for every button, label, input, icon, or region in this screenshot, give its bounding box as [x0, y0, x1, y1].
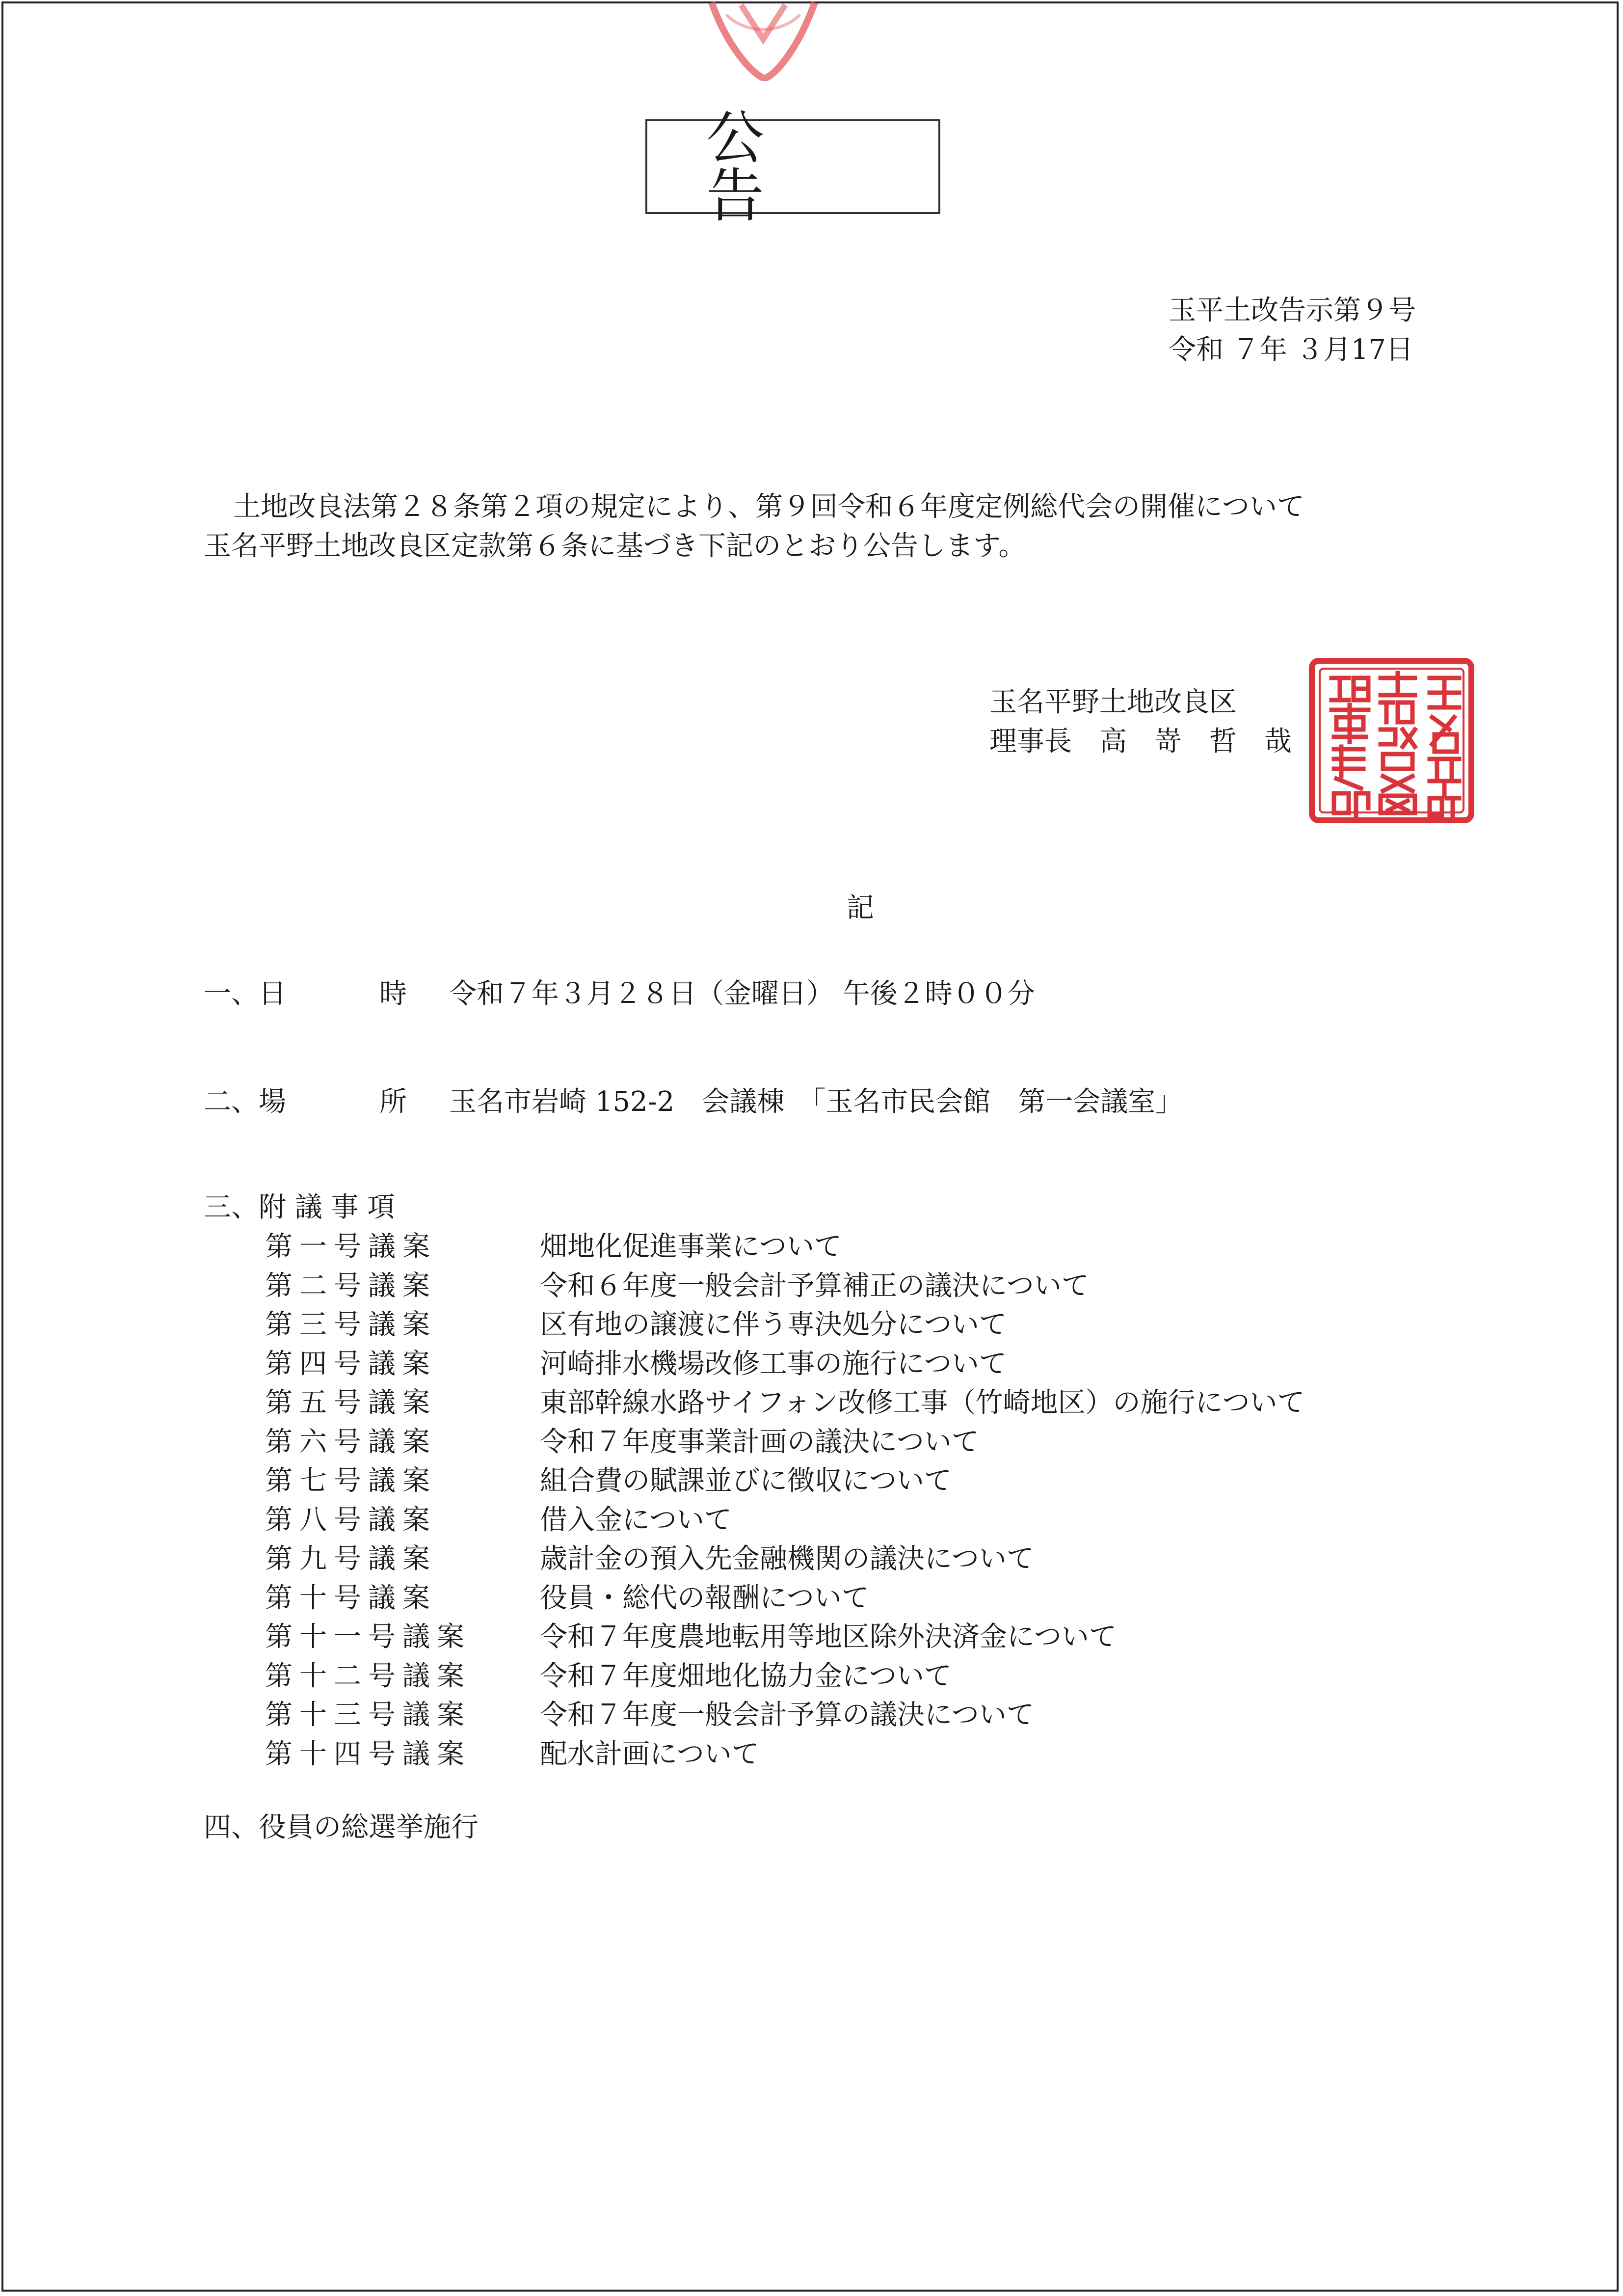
agenda-item-title: 令和６年度一般会計予算補正の議決について — [540, 1270, 1089, 1302]
agenda-item-number: 第二号議案 — [265, 1270, 437, 1302]
agenda-item-title: 畑地化促進事業について — [540, 1231, 842, 1263]
agenda-item-title: 区有地の譲渡に伴う専決処分について — [540, 1309, 1007, 1341]
agenda-item-title: 令和７年度畑地化協力金について — [540, 1660, 952, 1692]
chairman-name: 理事長 高 嵜 哲 哉 — [989, 726, 1292, 757]
agenda-item-number: 第六号議案 — [265, 1426, 437, 1458]
agenda-item-number: 第五号議案 — [265, 1387, 437, 1419]
organization-name: 玉名平野土地改良区 — [989, 686, 1237, 718]
notice-number: 玉平土改告示第９号 — [1169, 295, 1416, 326]
section-number: 一、 — [204, 978, 259, 1010]
section-agenda — [204, 1191, 395, 1223]
agenda-item-number: 第九号議案 — [265, 1543, 437, 1575]
section-label: 役員の総選挙施行 — [259, 1811, 479, 1843]
agenda-item-number: 第一号議案 — [265, 1231, 437, 1263]
agenda-item-number: 第十号議案 — [265, 1582, 437, 1614]
section-number: 四、 — [204, 1811, 259, 1843]
agenda-item-title: 配水計画について — [540, 1738, 759, 1770]
agenda-item-title: 役員・総代の報酬について — [540, 1582, 869, 1614]
agenda-item-number: 第十三号議案 — [265, 1699, 471, 1731]
agenda-item-number: 第三号議案 — [265, 1309, 437, 1341]
agenda-item-title: 借入金について — [540, 1504, 732, 1536]
section-number: 二、 — [204, 1086, 259, 1118]
place-value: 玉名市岩崎 152-2 会議棟 「玉名市民会館 第一会議室」 — [449, 1086, 1183, 1118]
agenda-item-title: 令和７年度事業計画の議決について — [540, 1426, 979, 1458]
section-label: 附 議 事 項 — [259, 1191, 395, 1223]
datetime-value: 令和７年３月２８日（金曜日） 午後２時００分 — [449, 978, 1035, 1010]
agenda-item-title: 東部幹線水路サイフォン改修工事（竹崎地区）の施行について — [540, 1387, 1305, 1419]
agenda-item-number: 第八号議案 — [265, 1504, 437, 1536]
title-box — [645, 104, 940, 230]
agenda-item-title: 令和７年度農地転用等地区除外決済金について — [540, 1621, 1117, 1653]
page-title: 公 告 — [706, 104, 824, 230]
section-label-b: 時 — [379, 978, 407, 1010]
agenda-item-number: 第四号議案 — [265, 1348, 437, 1380]
notice-date: 令和 ７年 ３月17日 — [1169, 334, 1413, 366]
top-stamp-fragment — [707, 0, 820, 81]
agenda-item-number: 第十一号議案 — [265, 1621, 471, 1653]
section-place — [204, 1088, 407, 1116]
body-line-1: 土地改良法第２８条第２項の規定により、第９回令和６年度定例総代会の開催について — [233, 491, 1304, 523]
agenda-item-title: 歳計金の預入先金融機関の議決について — [540, 1543, 1034, 1575]
agenda-item-title: 河崎排水機場改修工事の施行について — [540, 1348, 1007, 1380]
section-number: 三、 — [204, 1191, 259, 1223]
agenda-item-title: 組合費の賦課並びに徴収について — [540, 1465, 952, 1497]
official-seal — [1307, 656, 1476, 825]
section-label-a: 場 — [259, 1086, 286, 1118]
section-label-a: 日 — [259, 978, 286, 1010]
body-line-2: 玉名平野土地改良区定款第６条に基づき下記のとおり公告します。 — [204, 530, 1026, 562]
agenda-item-number: 第七号議案 — [265, 1465, 437, 1497]
ki-heading: 記 — [847, 892, 874, 924]
section-election — [204, 1811, 479, 1843]
agenda-item-number: 第十四号議案 — [265, 1738, 471, 1770]
section-datetime — [204, 980, 407, 1008]
agenda-item-number: 第十二号議案 — [265, 1660, 471, 1692]
agenda-item-title: 令和７年度一般会計予算の議決について — [540, 1699, 1034, 1731]
section-label-b: 所 — [379, 1086, 407, 1118]
